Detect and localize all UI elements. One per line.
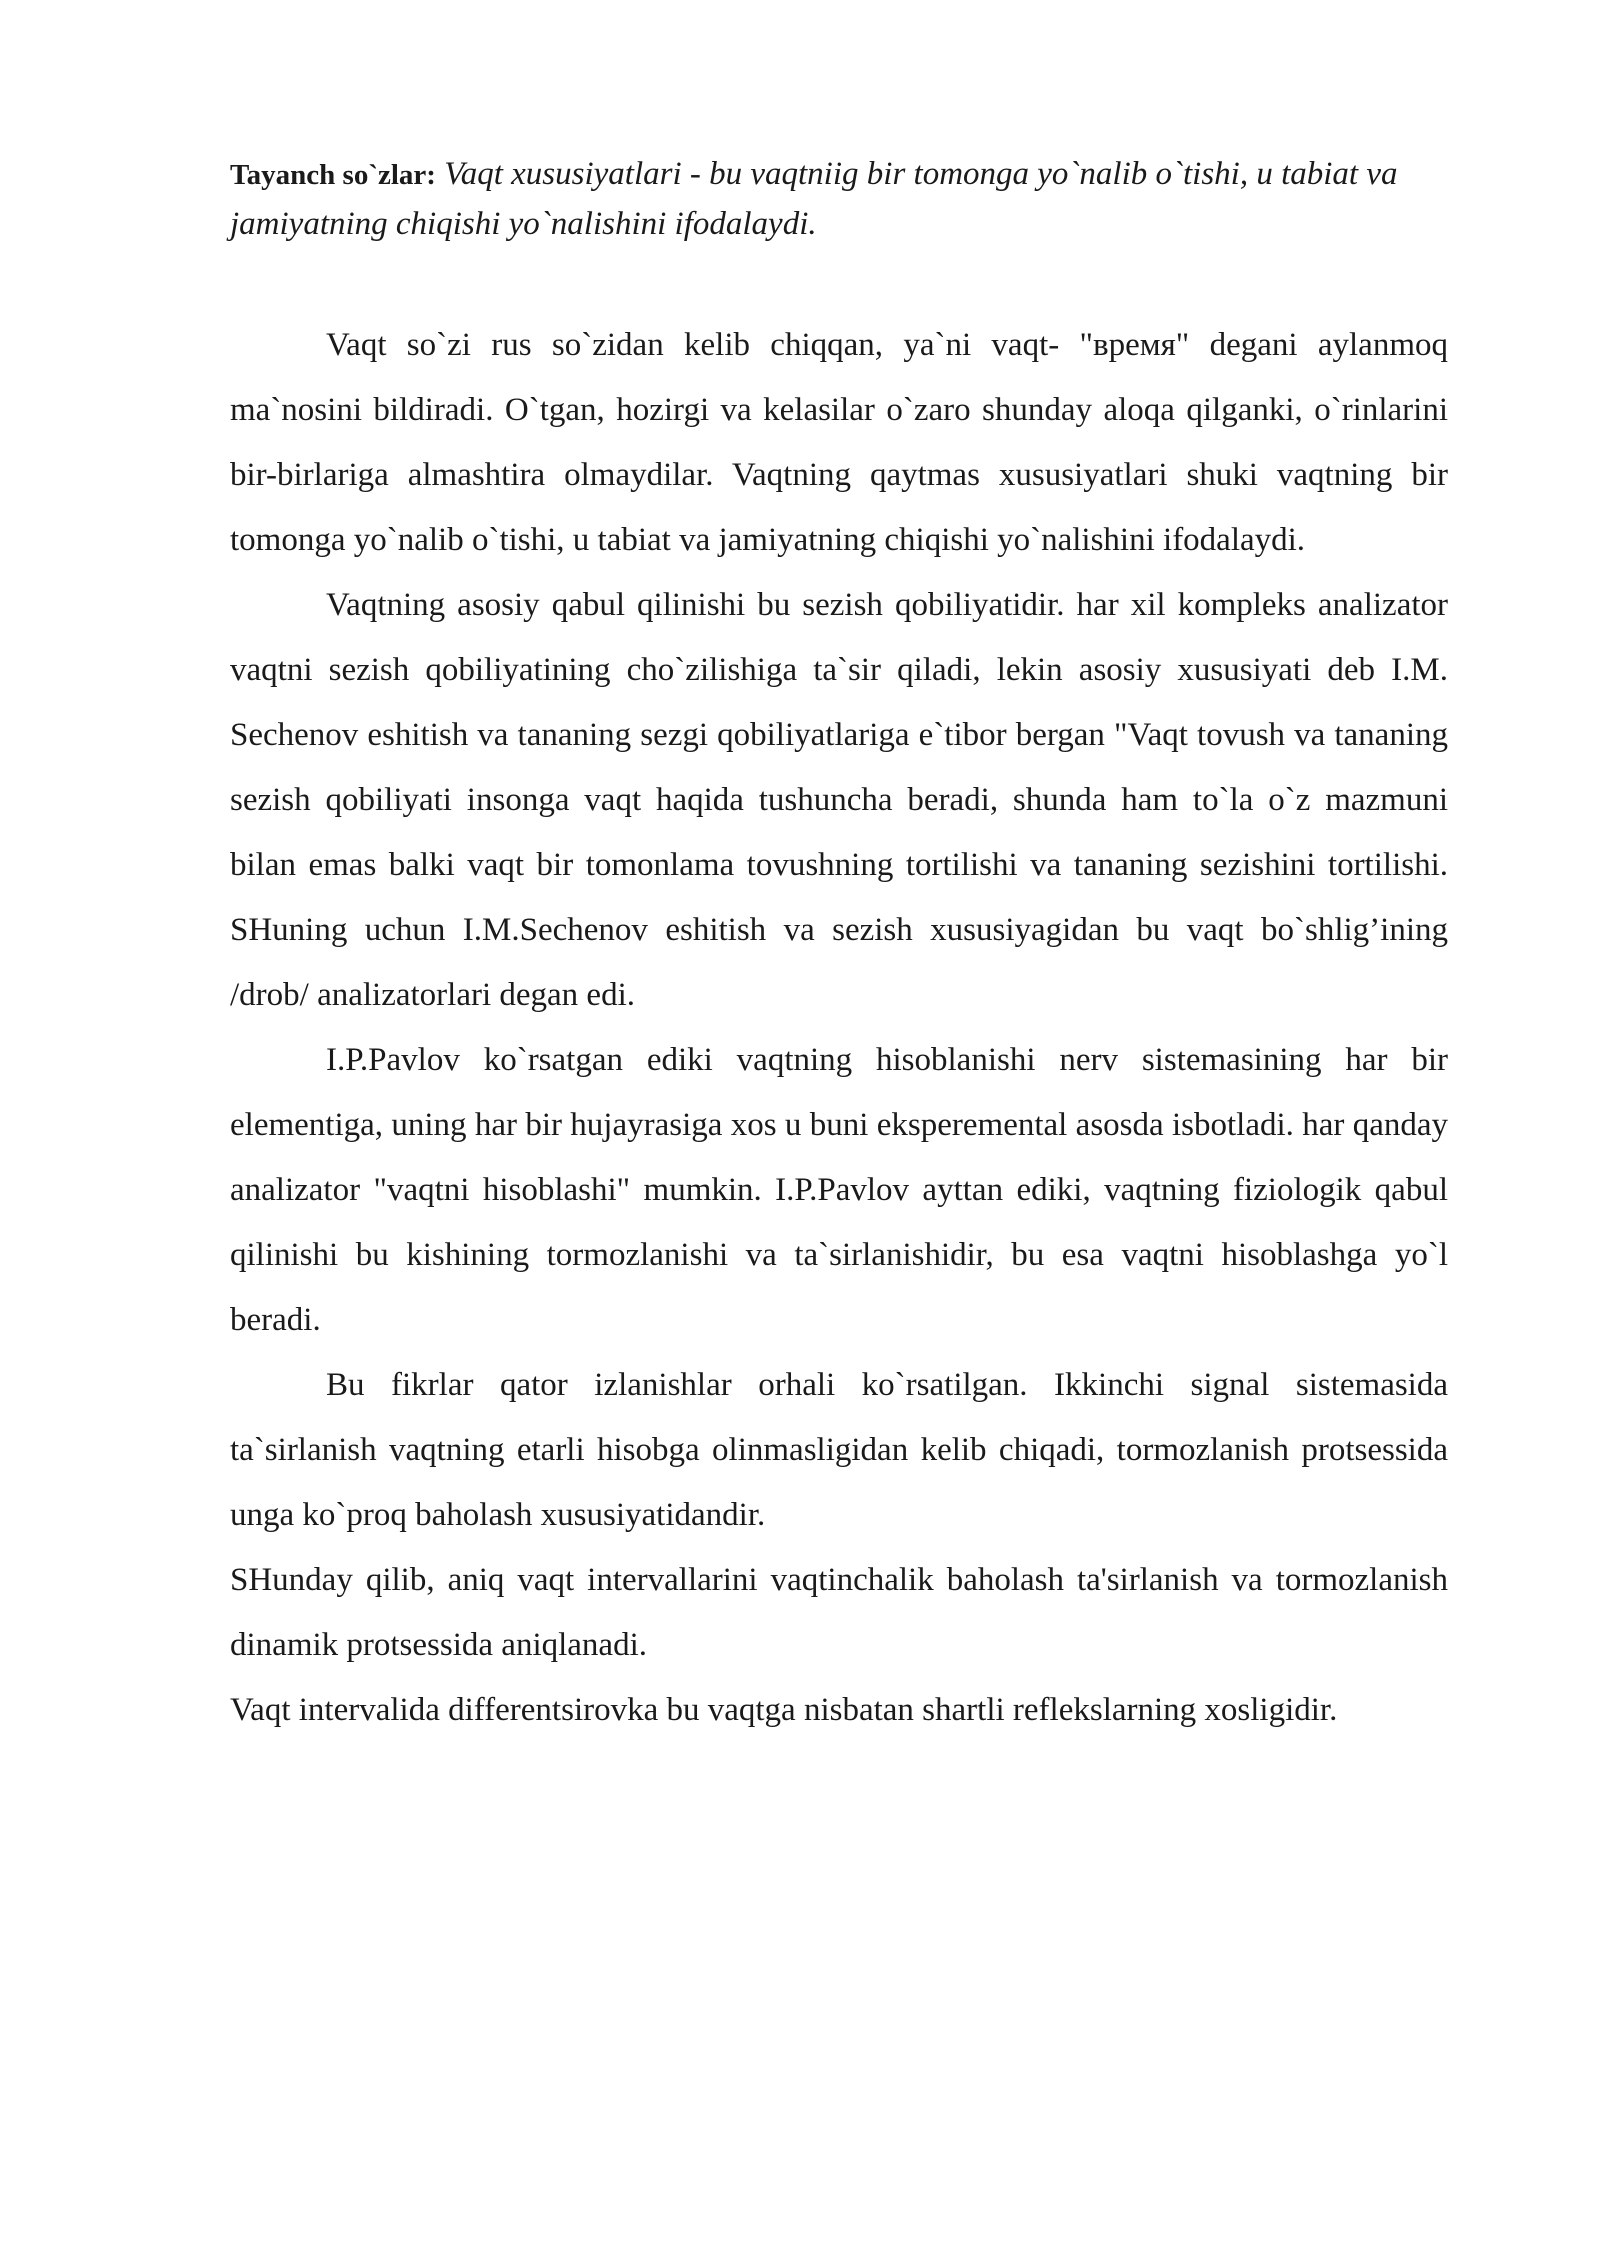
document-body: [230, 313, 1448, 1743]
keywords-text: Vaqt xususiyatlari - bu vaqtniig bir tomonga yo`nalib o`tishi, u tabiat va jamiyatning chiqishi yo`nalishini ifodalaydi.: [230, 156, 1398, 242]
paragraph: Bu fikrlar qator izlanishlar orhali ko`rsatilgan. Ikkinchi signal sistemasida ta`sirlanish vaqtning etarli hisobga olinmasligidan kelib chiqadi, tormozlanish protsessida unga ko`proq baholash xususiyatidandir.: [230, 1367, 1448, 1533]
paragraph: I.P.Pavlov ko`rsatgan ediki vaqtning hisoblanishi nerv sistemasining har bir elementiga, uning har bir hujayrasiga xos u buni eksperemental asosda isbotladi. har qanday analizator "vaqtni hisoblashi" mumkin. I.P.Pavlov ayttan ediki, vaqtning fiziologik qabul qilinishi bu kishining tormozlanishi va ta`sirlanishidir, bu esa vaqtni hisoblashga yo`l beradi.: [230, 1042, 1448, 1338]
paragraph: Vaqt intervalida differentsirovka bu vaqtga nisbatan shartli reflekslarning xosligidir.: [230, 1692, 1338, 1728]
paragraph: SHunday qilib, aniq vaqt intervallarini vaqtinchalik baholash ta'sirlanish va tormozlanish dinamik protsessida aniqlanadi.: [230, 1562, 1448, 1663]
paragraph: Vaqt so`zi rus so`zidan kelib chiqqan, ya`ni vaqt- "время" degani aylanmoq ma`nosini bildiradi. O`tgan, hozirgi va kelasilar o`zaro shunday aloqa qilganki, o`rinlarini bir-birlariga almashtira olmaydilar. Vaqtning qaytmas xususiyatlari shuki vaqtning bir tomonga yo`nalib o`tishi, u tabiat va jamiyatning chiqishi yo`nalishini ifodalaydi.: [230, 327, 1448, 558]
keywords-line: [230, 150, 1448, 249]
document-page: [230, 150, 1448, 1743]
keywords-label: Tayanch so`zlar:: [230, 159, 436, 191]
paragraph: Vaqtning asosiy qabul qilinishi bu sezish qobiliyatidir. har xil kompleks analizator vaqtni sezish qobiliyatining cho`zilishiga ta`sir qiladi, lekin asosiy xususiyati deb I.M. Sechenov eshitish va tananing sezgi qobiliyatlariga e`tibor bergan "Vaqt tovush va tananing sezish qobiliyati insonga vaqt haqida tushuncha beradi, shunda ham to`la o`z mazmuni bilan emas balki vaqt bir tomonlama tovushning tortilishi va tananing sezishini tortilishi. SHuning uchun I.M.Sechenov eshitish va sezish xususiyagidan bu vaqt bo`shlig’ining /drob/ analizatorlari degan edi.: [230, 587, 1448, 1013]
